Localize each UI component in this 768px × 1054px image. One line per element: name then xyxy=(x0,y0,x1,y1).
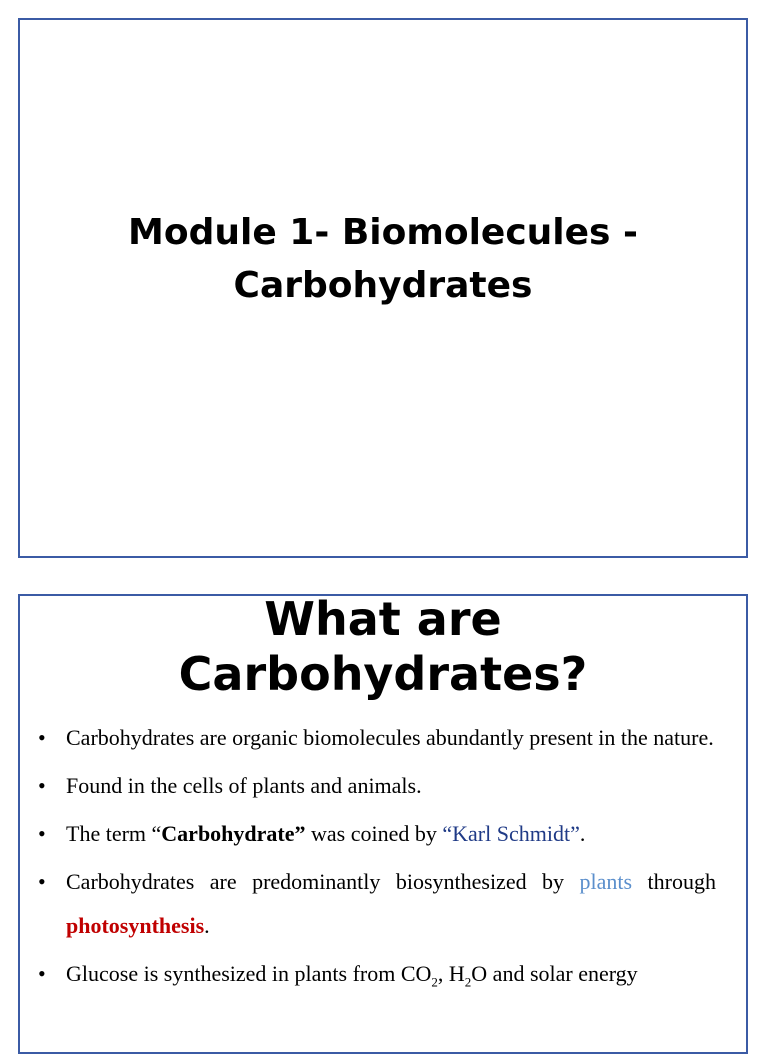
slide-heading-line2: Carbohydrates? xyxy=(178,647,588,701)
slide-title-line2: Carbohydrates xyxy=(233,265,533,306)
bullet-item xyxy=(20,860,716,948)
bullet-dot-icon: • xyxy=(38,821,46,846)
content-slide xyxy=(18,594,748,1054)
bold-term: Carbohydrate” xyxy=(161,821,306,846)
slide-title-line1: Module 1- Biomolecules - xyxy=(128,212,638,253)
bullet-list xyxy=(20,716,716,1000)
slide-title xyxy=(20,206,746,312)
bullet-text-prefix: Carbohydrates are predominantly biosynthesized by xyxy=(66,869,580,894)
bullet-text-prefix: Glucose is synthesized in plants from CO xyxy=(66,961,432,986)
bullet-text: Found in the cells of plants and animals. xyxy=(66,773,422,798)
bullet-dot-icon: • xyxy=(38,961,46,986)
bullet-text: Carbohydrates are organic biomolecules abundantly present in the nature. xyxy=(66,725,714,750)
subscript: 2 xyxy=(431,974,438,990)
emphasis-photosynthesis: photosynthesis xyxy=(66,913,205,938)
highlight-plants: plants xyxy=(579,869,633,894)
slide-heading-line1: What are xyxy=(264,594,502,646)
bullet-text-middle: O and solar energy xyxy=(471,961,638,986)
bullet-text-prefix: The term “ xyxy=(66,821,162,846)
bullet-item xyxy=(20,764,716,808)
bullet-text-middle: , H xyxy=(437,961,465,986)
highlight-name: “Karl Schmidt” xyxy=(442,821,580,846)
bullet-dot-icon: • xyxy=(38,725,46,750)
bullet-text-block xyxy=(66,860,716,948)
subscript: 2 xyxy=(464,974,472,990)
bullet-dot-icon: • xyxy=(38,869,46,894)
bullet-item xyxy=(20,952,716,996)
bullet-text-middle: was coined by xyxy=(305,821,443,846)
bullet-text-middle: through xyxy=(632,869,716,894)
bullet-item xyxy=(20,812,716,856)
bullet-dot-icon: • xyxy=(38,773,46,798)
bullet-item xyxy=(20,716,716,760)
slide-heading xyxy=(20,594,746,702)
bullet-text-suffix: . xyxy=(579,821,586,846)
bullet-text-suffix: . xyxy=(204,913,210,938)
title-slide xyxy=(18,18,748,558)
